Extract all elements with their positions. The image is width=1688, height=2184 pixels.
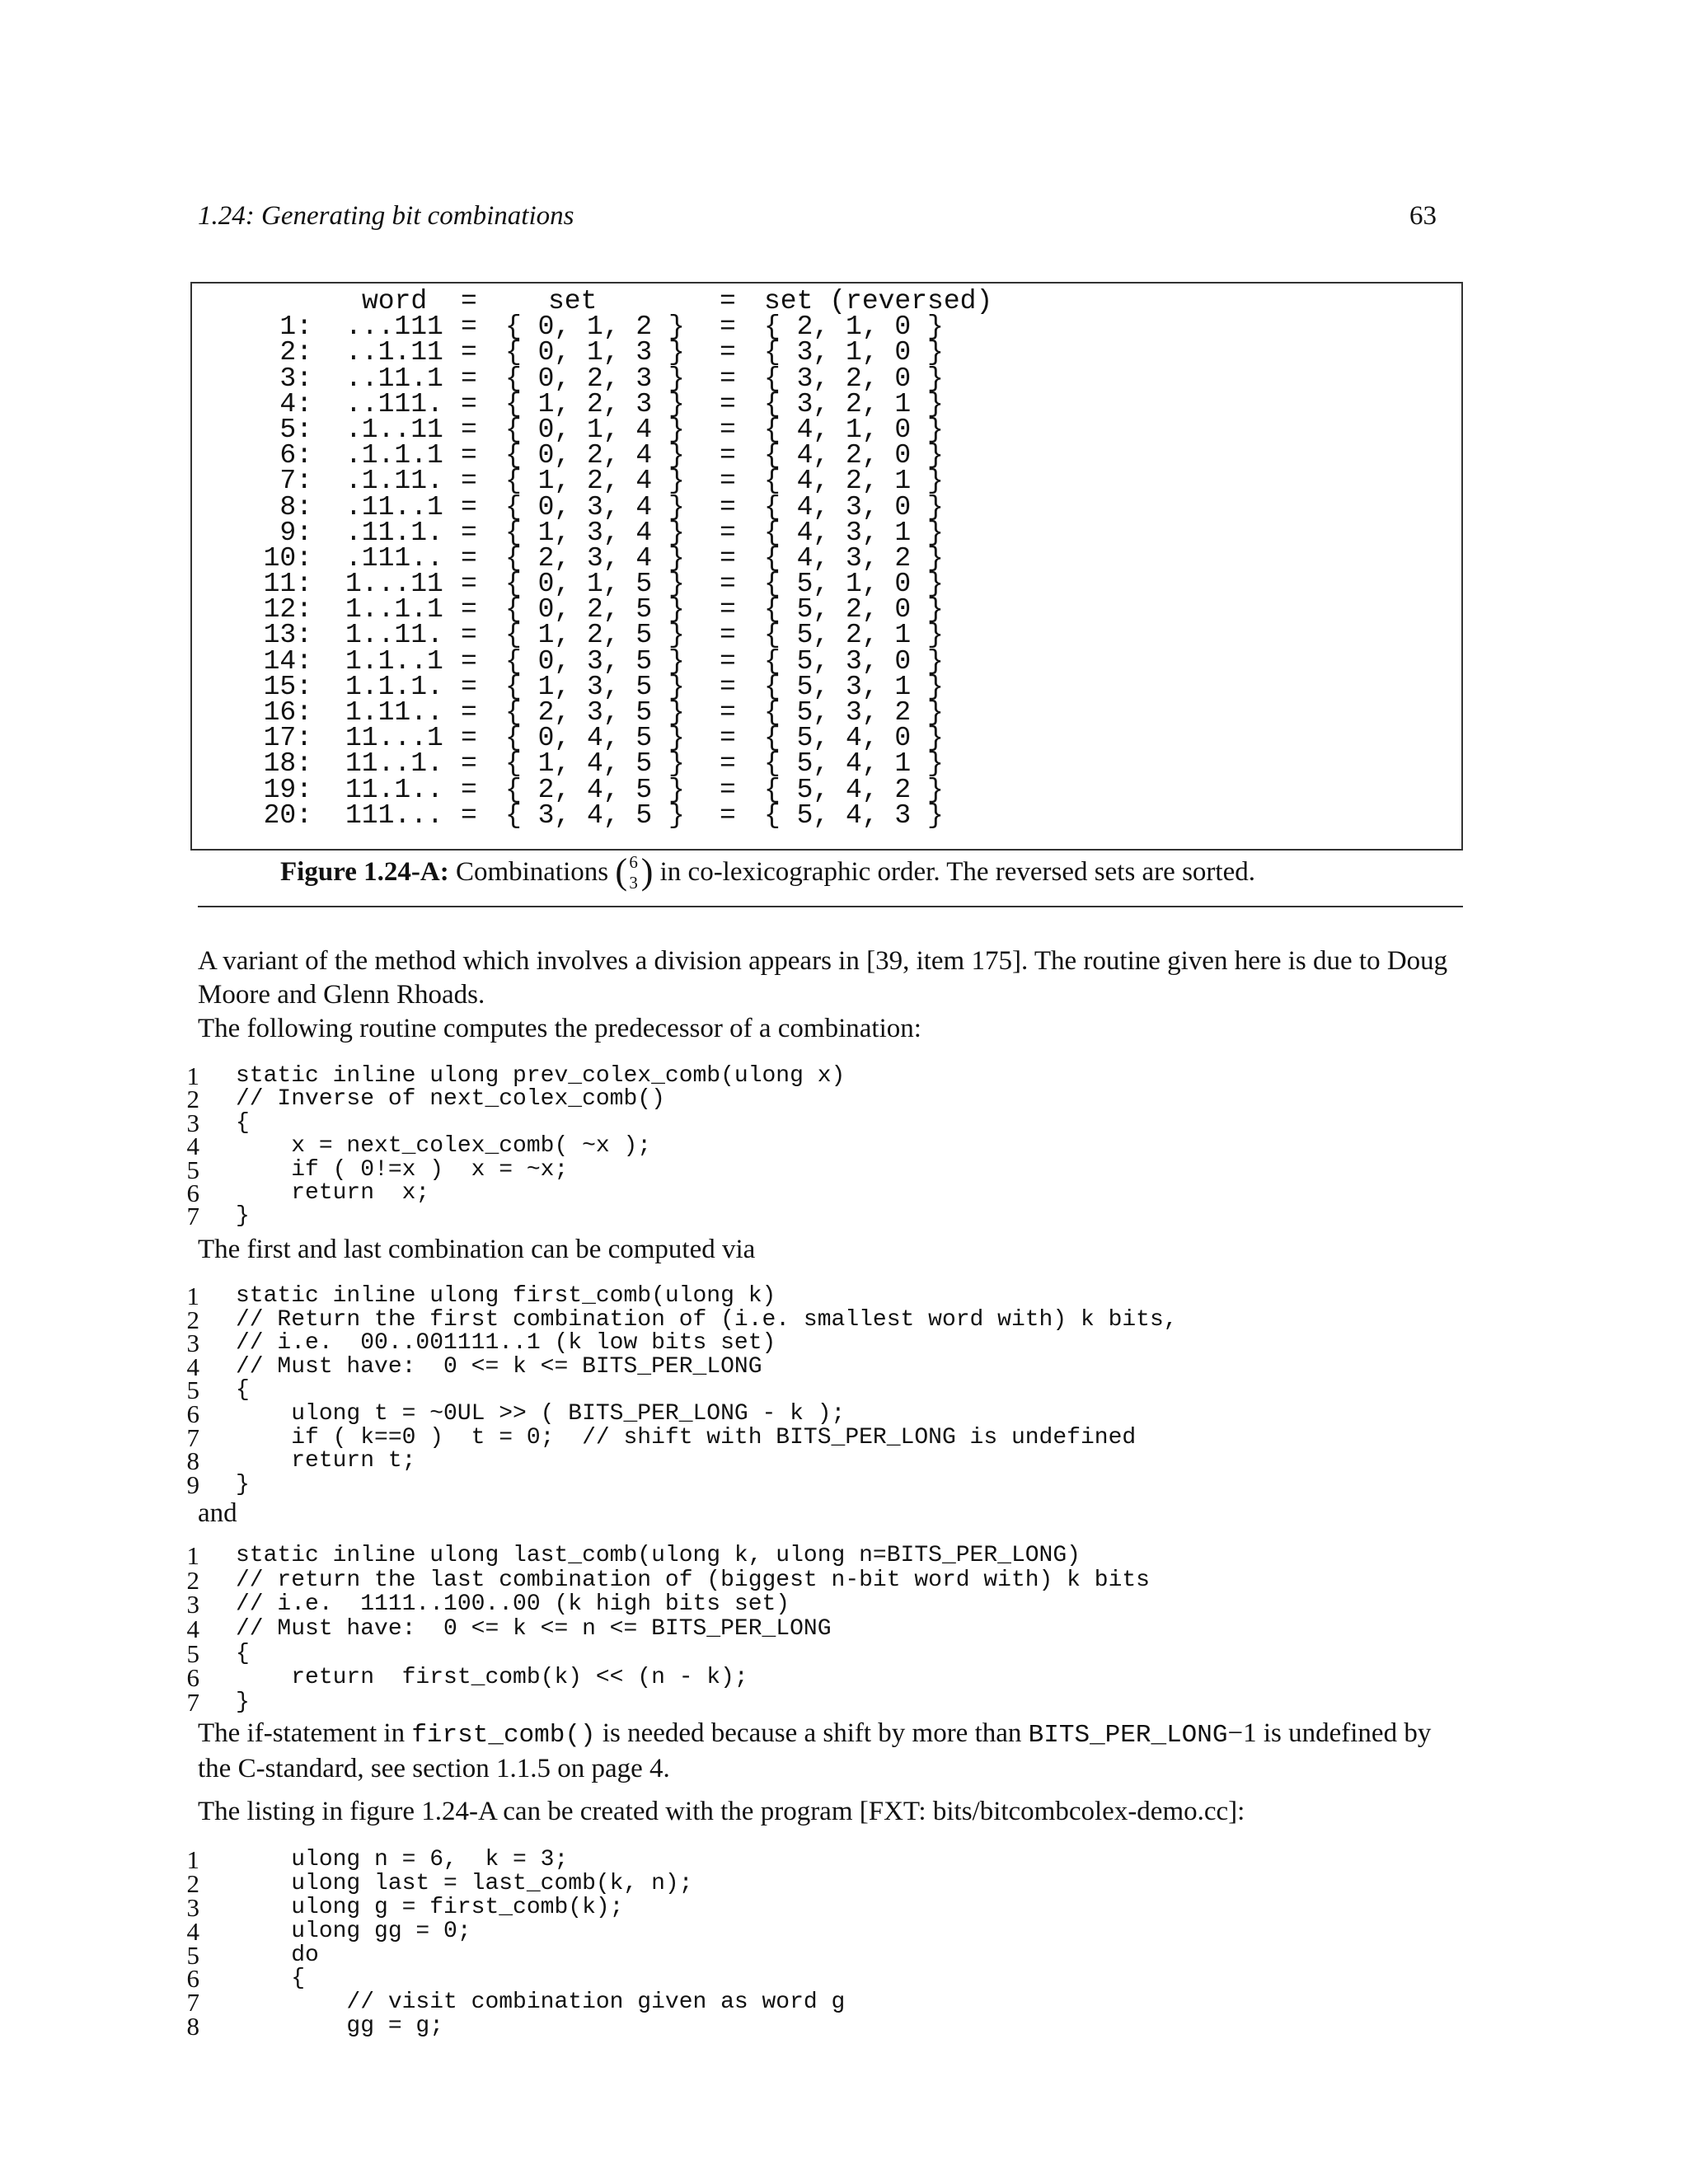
- row-set: { 0, 3, 4 }: [505, 491, 685, 523]
- row-index: 11:: [263, 569, 312, 600]
- row-set: { 0, 2, 3 }: [505, 363, 685, 394]
- line-number: 3: [186, 1892, 199, 1922]
- binomial-coefficient: ( 6 3 ): [615, 851, 654, 893]
- line-number: 6: [186, 1663, 199, 1693]
- code-text: // Inverse of next_colex_comb(): [236, 1086, 665, 1113]
- caption-text-post: in co-lexicographic order. The reversed sets are sorted.: [659, 857, 1255, 887]
- code-text: if ( k==0 ) t = 0; // shift with BITS_PER_LONG is undefined: [236, 1424, 1137, 1451]
- line-number: 3: [186, 1590, 199, 1619]
- row-set: { 1, 2, 5 }: [505, 620, 685, 651]
- row-index: 18:: [263, 748, 312, 780]
- line-number: 6: [186, 1399, 199, 1428]
- row-word: 1..1.1: [345, 594, 443, 626]
- row-word: ..111.: [345, 388, 443, 419]
- row-set-reversed: { 5, 3, 0 }: [764, 645, 944, 677]
- row-set-reversed: { 5, 4, 0 }: [764, 723, 944, 754]
- row-set-reversed: { 3, 1, 0 }: [764, 337, 944, 368]
- paragraph-if-statement: [198, 1717, 1463, 1786]
- line-number: 7: [186, 1202, 199, 1231]
- row-eq: =: [720, 569, 736, 600]
- code-text: gg = g;: [236, 2013, 444, 2040]
- paragraph-listing: The listing in figure 1.24-A can be created with the program [FXT: bits/bitcombcolex-demo.cc]:: [198, 1797, 1245, 1826]
- row-set: { 0, 3, 5 }: [505, 645, 685, 677]
- row-set-reversed: { 3, 2, 0 }: [764, 363, 944, 394]
- inline-code-bits-per-long: BITS_PER_LONG: [1028, 1721, 1228, 1750]
- row-eq: =: [461, 748, 477, 780]
- line-number: 6: [186, 1178, 199, 1207]
- code-text: {: [236, 1377, 250, 1404]
- paragraph-variant: A variant of the method which involves a division appears in [39, item 175]. The routine given here is due to Doug Moore and Glenn Rhoads.: [198, 946, 1448, 1010]
- row-eq: =: [720, 466, 736, 497]
- row-eq: =: [461, 774, 477, 805]
- row-eq: =: [461, 697, 477, 728]
- code-text: // i.e. 00..001111..1 (k low bits set): [236, 1330, 776, 1357]
- row-eq: =: [461, 363, 477, 394]
- row-word: 1.11..: [345, 697, 443, 728]
- code-text: // Return the first combination of (i.e. smallest word with) k bits,: [236, 1306, 1178, 1333]
- line-number: 4: [186, 1352, 199, 1381]
- row-index: 19:: [263, 774, 312, 805]
- row-eq: =: [720, 645, 736, 677]
- line-number: 2: [186, 1305, 199, 1334]
- row-set: { 0, 2, 5 }: [505, 594, 685, 626]
- code-text: ulong gg = 0;: [236, 1918, 471, 1944]
- row-set: { 0, 4, 5 }: [505, 723, 685, 754]
- row-index: 15:: [263, 671, 312, 702]
- row-set: { 1, 3, 4 }: [505, 517, 685, 548]
- row-set: { 1, 4, 5 }: [505, 748, 685, 780]
- code-text: ulong g = first_comb(k);: [236, 1894, 624, 1920]
- row-index: 3:: [279, 363, 312, 394]
- line-number: 4: [186, 1132, 199, 1161]
- code-text: {: [236, 1109, 250, 1136]
- row-word: .1..11: [345, 414, 443, 445]
- line-number: 9: [186, 1469, 199, 1499]
- code-text: ulong last = last_comb(k, n);: [236, 1870, 693, 1896]
- line-number: 5: [186, 1940, 199, 1970]
- binom-k: 3: [629, 873, 638, 893]
- code-text: {: [236, 1640, 250, 1666]
- row-index: 5:: [279, 414, 312, 445]
- row-eq: =: [720, 542, 736, 574]
- row-eq: =: [461, 799, 477, 831]
- text: is needed because a shift by more than: [595, 1718, 1029, 1748]
- row-index: 17:: [263, 723, 312, 754]
- row-eq: =: [720, 774, 736, 805]
- row-index: 8:: [279, 491, 312, 523]
- row-eq: =: [720, 620, 736, 651]
- line-number: 2: [186, 1085, 199, 1114]
- row-index: 16:: [263, 697, 312, 728]
- row-index: 4:: [279, 388, 312, 419]
- row-word: .11.1.: [345, 517, 443, 548]
- text: The if-statement in: [198, 1718, 412, 1748]
- code-text: static inline ulong last_comb(ulong k, ulong n=BITS_PER_LONG): [236, 1543, 1081, 1568]
- row-eq: =: [720, 312, 736, 343]
- row-word: ..11.1: [345, 363, 443, 394]
- line-number: 2: [186, 1565, 199, 1595]
- row-set-reversed: { 5, 2, 0 }: [764, 594, 944, 626]
- header-set: set: [548, 286, 598, 316]
- row-set-reversed: { 4, 3, 1 }: [764, 517, 944, 548]
- header-set-reversed: set (reversed): [764, 286, 993, 316]
- row-eq: =: [461, 645, 477, 677]
- code-text: }: [236, 1690, 250, 1716]
- row-set: { 3, 4, 5 }: [505, 799, 685, 831]
- line-number: 3: [186, 1329, 199, 1358]
- row-eq: =: [461, 517, 477, 548]
- figure-caption: [280, 851, 1255, 893]
- code-text: x = next_colex_comb( ~x );: [236, 1133, 652, 1160]
- line-number: 4: [186, 1615, 199, 1644]
- code-text: // i.e. 1111..100..00 (k high bits set): [236, 1591, 790, 1618]
- row-word: .1.11.: [345, 466, 443, 497]
- line-number: 3: [186, 1108, 199, 1137]
- code-text: ulong t = ~0UL >> ( BITS_PER_LONG - k );: [236, 1400, 846, 1427]
- text: −1 is undefined by the C-standard, see section 1.1.5 on page 4.: [198, 1718, 1432, 1783]
- row-eq: =: [720, 723, 736, 754]
- row-eq: =: [461, 569, 477, 600]
- row-set-reversed: { 5, 4, 3 }: [764, 799, 944, 831]
- code-text: // return the last combination of (biggest n-bit word with) k bits: [236, 1567, 1150, 1593]
- line-number: 7: [186, 1422, 199, 1452]
- figure-combinations-table: [190, 282, 1463, 851]
- row-set-reversed: { 4, 1, 0 }: [764, 414, 944, 445]
- binom-n: 6: [629, 852, 638, 872]
- code-text: static inline ulong prev_colex_comb(ulong x): [236, 1063, 846, 1089]
- row-word: .11..1: [345, 491, 443, 523]
- row-word: 1..11.: [345, 620, 443, 651]
- header-eq: =: [461, 286, 477, 316]
- code-text: static inline ulong first_comb(ulong k): [236, 1283, 776, 1309]
- row-set-reversed: { 5, 3, 1 }: [764, 671, 944, 702]
- row-eq: =: [720, 491, 736, 523]
- row-set-reversed: { 4, 2, 0 }: [764, 440, 944, 471]
- code-text: ulong n = 6, k = 3;: [236, 1847, 569, 1872]
- code-text: return x;: [236, 1179, 430, 1206]
- row-eq: =: [461, 723, 477, 754]
- line-number: 1: [186, 1282, 199, 1310]
- row-eq: =: [720, 414, 736, 445]
- row-index: 10:: [263, 542, 312, 574]
- row-set: { 0, 1, 5 }: [505, 569, 685, 600]
- row-eq: =: [720, 697, 736, 728]
- row-index: 13:: [263, 620, 312, 651]
- code-text: return t;: [236, 1448, 416, 1474]
- row-word: ...111: [345, 312, 443, 343]
- row-set-reversed: { 5, 4, 1 }: [764, 748, 944, 780]
- line-number: 4: [186, 1916, 199, 1946]
- page-number: 63: [1409, 201, 1437, 231]
- paragraph-predecessor: The following routine computes the predecessor of a combination:: [198, 1014, 921, 1043]
- row-eq: =: [461, 312, 477, 343]
- paragraph-first-last: The first and last combination can be computed via: [198, 1235, 756, 1264]
- row-word: 11.1..: [345, 774, 443, 805]
- row-word: 1.1.1.: [345, 671, 443, 702]
- row-eq: =: [720, 388, 736, 419]
- row-eq: =: [720, 748, 736, 780]
- row-set-reversed: { 5, 3, 2 }: [764, 697, 944, 728]
- row-index: 7:: [279, 466, 312, 497]
- row-set: { 0, 2, 4 }: [505, 440, 685, 471]
- line-number: 6: [186, 1964, 199, 1994]
- row-set: { 2, 3, 5 }: [505, 697, 685, 728]
- caption-text-pre: Combinations: [455, 857, 609, 887]
- row-set: { 0, 1, 4 }: [505, 414, 685, 445]
- line-number: 7: [186, 1988, 199, 2018]
- row-set: { 0, 1, 3 }: [505, 337, 685, 368]
- code-text: }: [236, 1203, 250, 1230]
- row-eq: =: [461, 414, 477, 445]
- row-set: { 2, 4, 5 }: [505, 774, 685, 805]
- line-number: 5: [186, 1155, 199, 1184]
- row-eq: =: [720, 337, 736, 368]
- row-index: 6:: [279, 440, 312, 471]
- row-word: 111...: [345, 799, 443, 831]
- line-number: 5: [186, 1376, 199, 1405]
- code-text: // Must have: 0 <= k <= n <= BITS_PER_LONG: [236, 1616, 832, 1643]
- code-text: return first_comb(k) << (n - k);: [236, 1665, 748, 1691]
- row-index: 14:: [263, 645, 312, 677]
- row-set: { 1, 2, 4 }: [505, 466, 685, 497]
- row-eq: =: [461, 671, 477, 702]
- line-number: 1: [186, 1541, 199, 1570]
- row-index: 2:: [279, 337, 312, 368]
- line-number: 5: [186, 1638, 199, 1668]
- row-set-reversed: { 4, 3, 0 }: [764, 491, 944, 523]
- line-number: 1: [186, 1845, 199, 1874]
- row-eq: =: [720, 594, 736, 626]
- line-number: 7: [186, 1688, 199, 1718]
- row-eq: =: [461, 466, 477, 497]
- row-eq: =: [461, 388, 477, 419]
- row-eq: =: [461, 594, 477, 626]
- code-text: // Must have: 0 <= k <= BITS_PER_LONG: [236, 1353, 762, 1380]
- header-word: word: [362, 286, 428, 316]
- line-number: 2: [186, 1868, 199, 1898]
- figure-rule: [198, 906, 1463, 907]
- caption-label: Figure 1.24-A:: [280, 857, 449, 887]
- row-index: 9:: [279, 517, 312, 548]
- row-eq: =: [461, 491, 477, 523]
- header-eq: =: [720, 286, 736, 316]
- row-set-reversed: { 5, 4, 2 }: [764, 774, 944, 805]
- row-word: .111..: [345, 542, 443, 574]
- row-word: ..1.11: [345, 337, 443, 368]
- row-word: 11..1.: [345, 748, 443, 780]
- row-set-reversed: { 2, 1, 0 }: [764, 312, 944, 343]
- row-eq: =: [720, 799, 736, 831]
- row-word: 1.1..1: [345, 645, 443, 677]
- row-eq: =: [461, 440, 477, 471]
- row-eq: =: [461, 337, 477, 368]
- paragraph-and: and: [198, 1498, 237, 1528]
- row-eq: =: [720, 517, 736, 548]
- row-eq: =: [461, 620, 477, 651]
- row-set: { 0, 1, 2 }: [505, 312, 685, 343]
- row-set-reversed: { 4, 3, 2 }: [764, 542, 944, 574]
- code-text: // visit combination given as word g: [236, 1990, 846, 2016]
- code-text: do: [236, 1942, 319, 1968]
- row-eq: =: [461, 542, 477, 574]
- row-set: { 1, 2, 3 }: [505, 388, 685, 419]
- row-word: 1...11: [345, 569, 443, 600]
- row-set-reversed: { 5, 2, 1 }: [764, 620, 944, 651]
- code-text: if ( 0!=x ) x = ~x;: [236, 1156, 569, 1183]
- code-text: }: [236, 1471, 250, 1497]
- row-set: { 2, 3, 4 }: [505, 542, 685, 574]
- line-number: 1: [186, 1062, 199, 1090]
- row-set-reversed: { 4, 2, 1 }: [764, 466, 944, 497]
- row-eq: =: [720, 671, 736, 702]
- line-number: 8: [186, 1446, 199, 1476]
- row-set-reversed: { 3, 2, 1 }: [764, 388, 944, 419]
- row-word: .1.1.1: [345, 440, 443, 471]
- row-eq: =: [720, 440, 736, 471]
- row-word: 11...1: [345, 723, 443, 754]
- row-index: 12:: [263, 594, 312, 626]
- row-index: 20:: [263, 799, 312, 831]
- row-set: { 1, 3, 5 }: [505, 671, 685, 702]
- row-set-reversed: { 5, 1, 0 }: [764, 569, 944, 600]
- row-index: 1:: [279, 312, 312, 343]
- code-text: {: [236, 1966, 306, 1992]
- line-number: 8: [186, 2012, 199, 2041]
- running-head: 1.24: Generating bit combinations: [198, 201, 574, 231]
- inline-code-first-comb: first_comb(): [411, 1721, 596, 1750]
- row-eq: =: [720, 363, 736, 394]
